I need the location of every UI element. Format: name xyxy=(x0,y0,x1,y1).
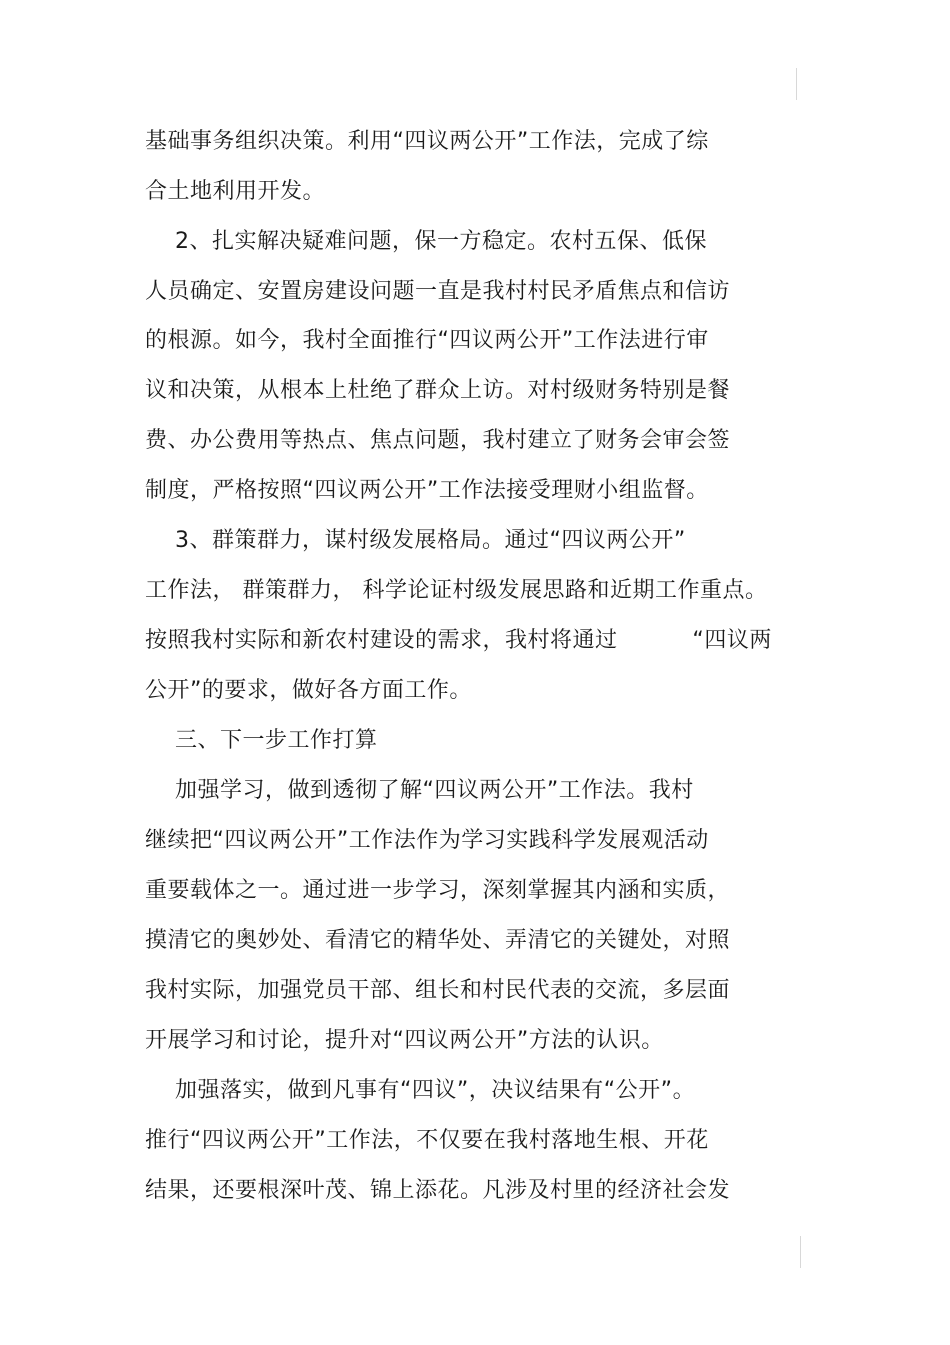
section-heading: 三、下一步工作打算 xyxy=(145,728,378,753)
text-line: 制度，严格按照“四议两公开”工作法接受理财小组监督。 xyxy=(145,478,709,503)
text-line: 继续把“四议两公开”工作法作为学习实践科学发展观活动 xyxy=(145,828,709,853)
text-line: 工作法， 群策群力， 科学论证村级发展思路和近期工作重点。 xyxy=(145,578,768,603)
text-line: 结果，还要根深叶茂、锦上添花。凡涉及村里的经济社会发 xyxy=(145,1178,731,1203)
text-line: 2、扎实解决疑难问题，保一方稳定。农村五保、低保 xyxy=(145,229,707,254)
text-line: 重要载体之一。通过进一步学习，深刻掌握其内涵和实质， xyxy=(145,878,731,903)
text-line: 推行“四议两公开”工作法，不仅要在我村落地生根、开花 xyxy=(145,1128,709,1153)
text-line: 公开”的要求，做好各方面工作。 xyxy=(145,678,472,703)
text-line: 3、群策群力，谋村级发展格局。通过“四议两公开” xyxy=(145,528,686,553)
text-line: 基础事务组织决策。利用“四议两公开”工作法，完成了综 xyxy=(145,129,709,154)
text-line: 合土地利用开发。 xyxy=(145,179,326,204)
text-line: 加强落实，做到凡事有“四议”，决议结果有“公开”。 xyxy=(145,1078,696,1103)
page-margin-mark-bottom xyxy=(800,1236,801,1268)
text-line: 人员确定、安置房建设问题一直是我村村民矛盾焦点和信访 xyxy=(145,279,731,304)
page-margin-mark-top xyxy=(796,68,797,100)
text-line: 的根源。如今，我村全面推行“四议两公开”工作法进行审 xyxy=(145,328,709,353)
text-line: 费、办公费用等热点、焦点问题，我村建立了财务会审会签 xyxy=(145,428,731,453)
text-line: 摸清它的奥妙处、看清它的精华处、弄清它的关键处，对照 xyxy=(145,928,731,953)
text-line: 开展学习和讨论，提升对“四议两公开”方法的认识。 xyxy=(145,1028,664,1053)
text-line: 我村实际，加强党员干部、组长和村民代表的交流，多层面 xyxy=(145,978,731,1003)
text-line: 按照我村实际和新农村建设的需求，我村将通过 “四议两 xyxy=(145,628,772,653)
text-line: 议和决策，从根本上杜绝了群众上访。对村级财务特别是餐 xyxy=(145,378,731,403)
text-line: 加强学习，做到透彻了解“四议两公开”工作法。我村 xyxy=(145,778,694,803)
